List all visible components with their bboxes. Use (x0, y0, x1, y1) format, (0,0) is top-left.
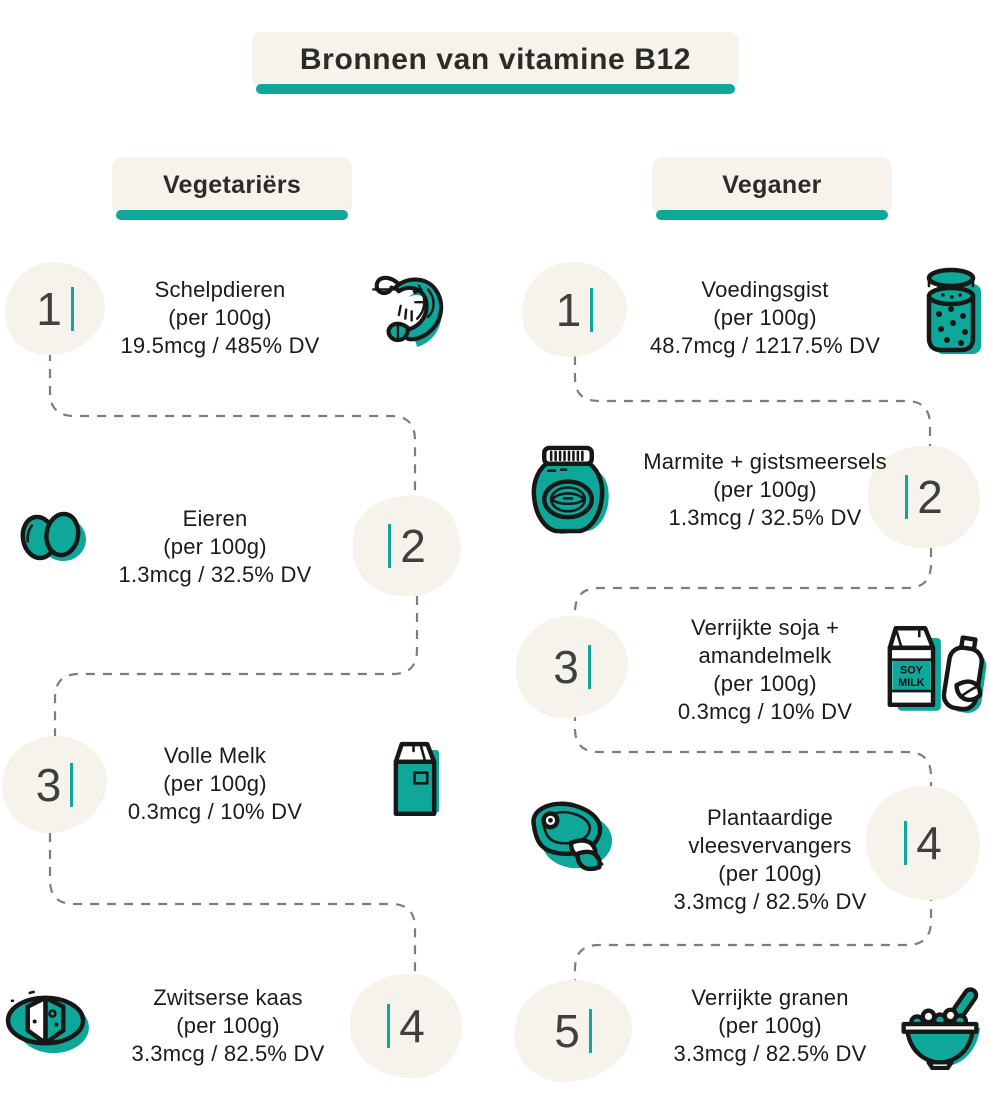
item-amount: 19.5mcg / 485% DV (120, 333, 320, 358)
item-serving: (per 100g) (168, 305, 272, 330)
rank-tick (590, 288, 593, 332)
list-item (600, 448, 930, 532)
rank-tick (388, 524, 391, 568)
rank-number: 3 (35, 758, 62, 811)
list-item (78, 984, 378, 1068)
item-serving: (per 100g) (163, 771, 267, 796)
list-item (65, 505, 365, 589)
list-item (630, 614, 900, 726)
item-serving: (per 100g) (713, 671, 817, 696)
rank-number: 1 (555, 283, 582, 336)
list-item (70, 276, 370, 360)
rank-number: 4 (916, 817, 942, 869)
page-title: Bronnen van vitamine B12 (299, 43, 692, 76)
yeast-jar-icon (920, 266, 984, 358)
rank-tick (387, 1004, 390, 1048)
item-amount: 3.3mcg / 82.5% DV (673, 889, 867, 914)
rank-number: 2 (400, 520, 426, 572)
rank-tick (588, 645, 591, 689)
rank-number: 4 (399, 1000, 425, 1052)
item-name: Zwitserse kaas (153, 985, 303, 1010)
list-item (640, 804, 900, 916)
item-serving: (per 100g) (163, 534, 267, 559)
milk-carton-icon (388, 736, 442, 820)
page-title-box (252, 32, 739, 88)
item-amount: 3.3mcg / 82.5% DV (673, 1041, 867, 1066)
rank-number: 3 (553, 641, 579, 693)
item-name: Plantaardige vleesvervangers (688, 805, 852, 858)
item-name: Verrijkte soja + amandelmelk (690, 615, 840, 668)
list-item (65, 742, 365, 826)
soy-milk-label-line2: MILK (898, 677, 925, 690)
rank-number: 1 (36, 282, 62, 335)
item-name: Marmite + gistsmeersels (643, 449, 887, 474)
column-header-vegans (652, 157, 892, 214)
rank-badge (353, 496, 461, 596)
rank-tick (589, 1009, 592, 1053)
item-amount: 1.3mcg / 32.5% DV (668, 505, 862, 530)
column-header-vegetarians (112, 157, 352, 214)
item-serving: (per 100g) (718, 861, 822, 886)
soy-milk-label-line1: SOY (900, 664, 923, 677)
list-item (625, 984, 915, 1068)
plant-meat-icon (522, 792, 618, 878)
item-serving: (per 100g) (713, 477, 817, 502)
item-name: Schelpdieren (154, 277, 286, 302)
marmite-jar-icon (524, 442, 612, 536)
rank-tick (904, 821, 907, 865)
item-amount: 0.3mcg / 10% DV (127, 799, 303, 824)
soy-almond-milk-icon (880, 616, 988, 720)
item-serving: (per 100g) (713, 305, 817, 330)
column-header-label: Vegetariërs (162, 171, 302, 199)
list-item (600, 276, 930, 360)
item-serving: (per 100g) (718, 1013, 822, 1038)
item-serving: (per 100g) (176, 1013, 280, 1038)
item-name: Volle Melk (163, 743, 267, 768)
cereal-bowl-icon (896, 982, 984, 1070)
item-name: Verrijkte granen (691, 985, 849, 1010)
item-amount: 3.3mcg / 82.5% DV (131, 1041, 325, 1066)
item-name: Eieren (182, 506, 248, 531)
column-header-label: Veganer (722, 171, 822, 199)
item-amount: 48.7mcg / 1217.5% DV (649, 333, 881, 358)
shrimp-icon (362, 262, 454, 358)
item-amount: 1.3mcg / 32.5% DV (118, 562, 312, 587)
rank-number: 2 (917, 471, 943, 523)
item-amount: 0.3mcg / 10% DV (677, 699, 853, 724)
item-name: Voedingsgist (701, 277, 829, 302)
rank-number: 5 (554, 1005, 580, 1057)
